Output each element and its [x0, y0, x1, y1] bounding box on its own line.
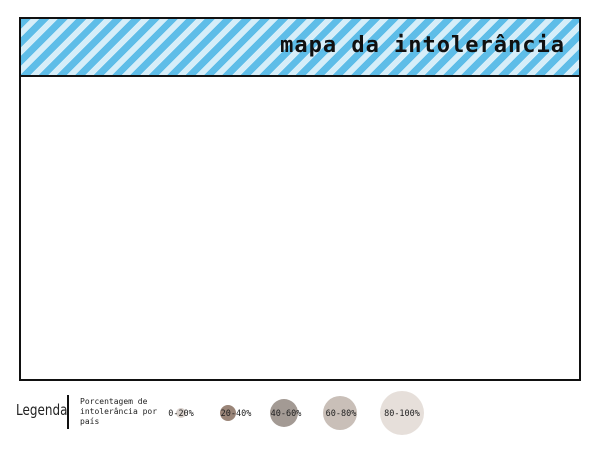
legend-description: Porcentagem de intolerância por país: [80, 397, 158, 426]
legend-title: Legenda: [16, 401, 68, 419]
legend-label-3: 60-80%: [325, 409, 357, 419]
legend-scale: [0, 385, 600, 450]
title-banner: [21, 19, 579, 77]
legend-label-2: 40-60%: [270, 409, 302, 419]
legend: [0, 385, 600, 450]
legend-label-1: 20-40%: [220, 409, 252, 419]
map-frame: [19, 17, 581, 381]
legend-label-0: 0-20%: [168, 409, 194, 419]
page-title: mapa da intolerância: [280, 33, 565, 58]
legend-label-4: 80-100%: [384, 409, 420, 419]
